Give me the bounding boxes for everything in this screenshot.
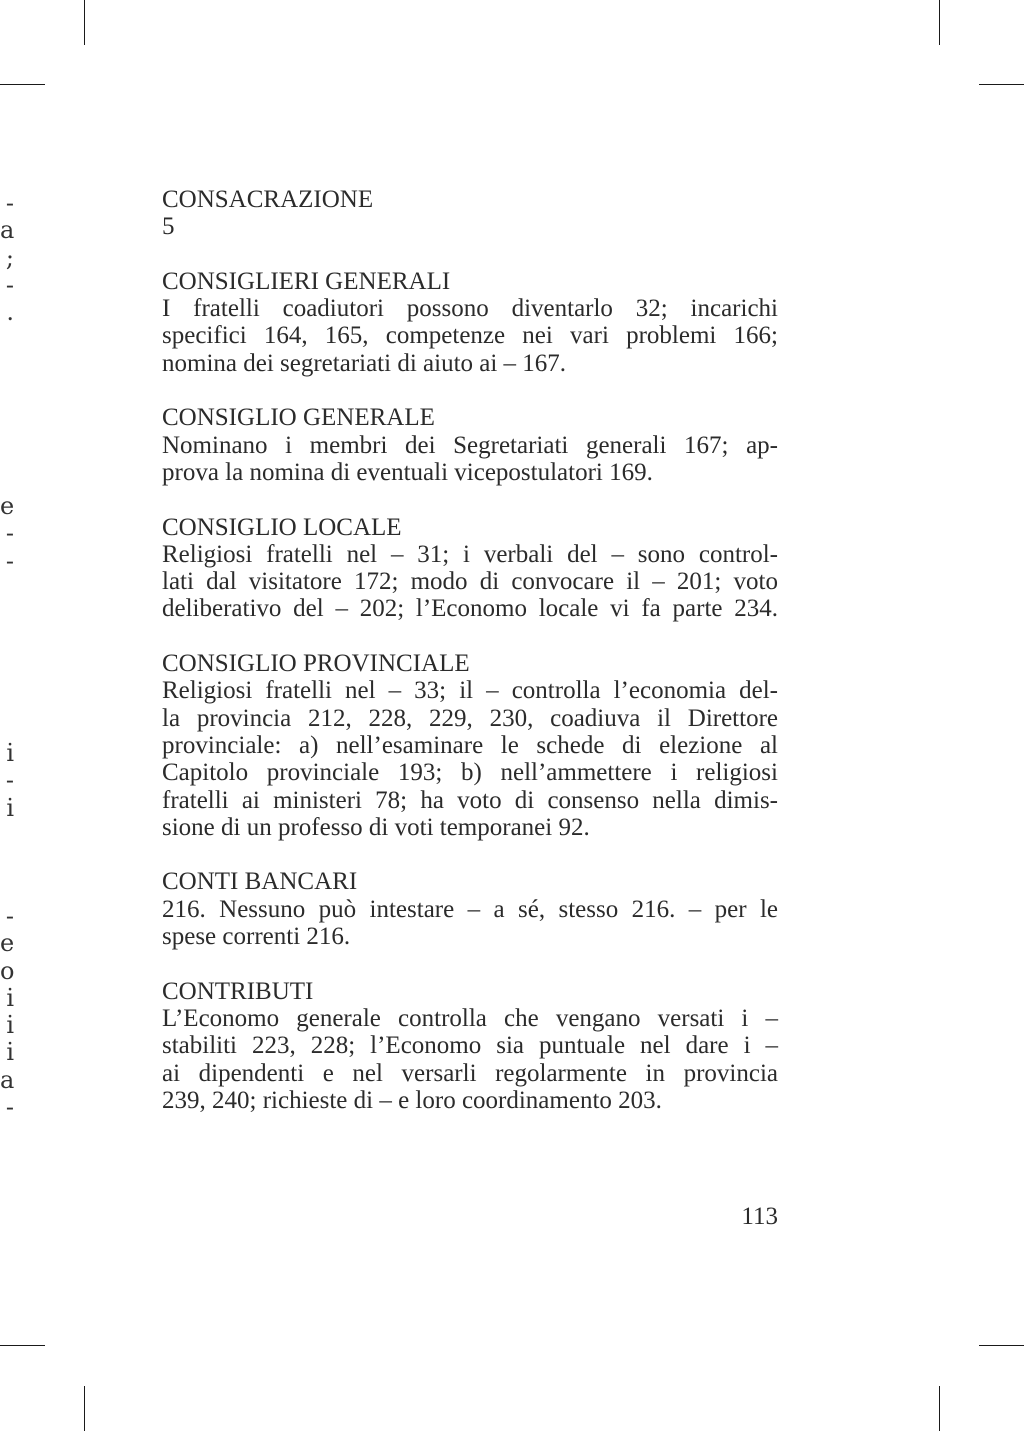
- entry-heading: CONTI BANCARI: [162, 868, 358, 896]
- entry-line: lati dal visitatore 172; modo di convocare il – 201; voto: [162, 568, 778, 596]
- margin-fragment: i: [6, 793, 14, 822]
- entry-line: Capitolo provinciale 193; b) nell’ammettere i religiosi: [162, 759, 778, 787]
- margin-fragment: ;: [5, 243, 14, 272]
- margin-fragment: -: [5, 519, 14, 548]
- index-entries: [162, 186, 778, 1141]
- page-number: 113: [741, 1203, 778, 1230]
- left-margin-fragments-2: [0, 493, 14, 575]
- margin-fragment: i: [6, 1038, 14, 1067]
- entry-line: L’Economo generale controlla che vengano versati i –: [162, 1004, 778, 1032]
- entry-line: 5: [162, 213, 175, 241]
- entry-line: 239, 240; richieste di – e loro coordinamento 203.: [162, 1086, 662, 1114]
- entry-heading: CONSACRAZIONE: [162, 186, 374, 213]
- entry-line: Religiosi fratelli nel – 31; i verbali del – sono control-: [162, 540, 778, 568]
- margin-fragment: -: [5, 270, 14, 299]
- margin-fragment: i: [6, 983, 14, 1012]
- index-entry: [162, 404, 778, 486]
- margin-fragment: -: [5, 190, 14, 217]
- left-margin-fragments-1: [0, 190, 14, 326]
- crop-mark-top-right: [939, 0, 940, 45]
- entry-line: I fratelli coadiutori possono diventarlo 32; incarichi: [162, 295, 778, 323]
- entry-heading: CONSIGLIO GENERALE: [162, 404, 435, 432]
- left-margin-fragments-3: [0, 740, 14, 822]
- index-entry: [162, 650, 778, 841]
- entry-heading: CONSIGLIO PROVINCIALE: [162, 650, 470, 678]
- crop-mark-left-bottom: [0, 1345, 45, 1346]
- entry-line: la provincia 212, 228, 229, 230, coadiuva il Direttore: [162, 704, 778, 732]
- crop-mark-left-top: [0, 84, 45, 85]
- margin-fragment: i: [6, 740, 14, 767]
- entry-line: 216. Nessuno può intestare – a sé, stesso 216. – per le: [162, 895, 778, 923]
- margin-fragment: a: [0, 216, 14, 245]
- index-entry: [162, 268, 778, 377]
- index-entry: [162, 978, 778, 1114]
- entry-line: deliberativo del – 202; l’Economo locale vi fa parte 234.: [162, 595, 778, 623]
- entry-line: ai dipendenti e nel versarli regolarmente in provincia: [162, 1059, 778, 1087]
- entry-line: Nominano i membri dei Segretariati generali 167; ap-: [162, 431, 778, 459]
- entry-line: prova la nomina di eventuali vicepostulatori 169.: [162, 458, 653, 486]
- crop-mark-right-top: [979, 84, 1024, 85]
- margin-fragment: .: [6, 298, 14, 327]
- crop-mark-top-left: [84, 0, 85, 45]
- index-entry: [162, 868, 778, 950]
- margin-fragment: -: [5, 903, 14, 930]
- margin-fragment: e: [0, 929, 14, 958]
- entry-heading: CONTRIBUTI: [162, 977, 314, 1005]
- crop-mark-bottom-left: [84, 1386, 85, 1431]
- index-entry: [162, 186, 778, 241]
- entry-line: nomina dei segretariati di aiuto ai – 167.: [162, 349, 567, 377]
- crop-mark-right-bottom: [979, 1345, 1024, 1346]
- entry-line: specifici 164, 165, competenze nei vari problemi 166;: [162, 322, 778, 350]
- margin-fragment: e: [0, 493, 14, 520]
- entry-line: provinciale: a) nell’esaminare le schede di elezione al: [162, 731, 778, 759]
- margin-fragment: a: [0, 1065, 14, 1094]
- entry-line: spese correnti 216.: [162, 923, 351, 951]
- margin-fragment: -: [5, 1093, 14, 1122]
- crop-mark-bottom-right: [939, 1386, 940, 1431]
- entry-heading: CONSIGLIERI GENERALI: [162, 267, 451, 295]
- entry-line: sione di un professo di voti temporanei 92.: [162, 813, 590, 841]
- entry-line: stabiliti 223, 228; l’Economo sia puntuale nel dare i –: [162, 1032, 778, 1060]
- margin-fragment: -: [5, 766, 14, 795]
- margin-fragment: i: [6, 1011, 14, 1040]
- margin-fragment: o: [0, 956, 14, 985]
- left-margin-fragments-4: [0, 903, 14, 1121]
- entry-heading: CONSIGLIO LOCALE: [162, 513, 402, 541]
- index-entry: [162, 514, 778, 623]
- margin-fragment: -: [5, 546, 14, 575]
- entry-line: Religiosi fratelli nel – 33; il – controlla l’economia del-: [162, 677, 778, 705]
- entry-line: fratelli ai ministeri 78; ha voto di consenso nella dimis-: [162, 786, 778, 814]
